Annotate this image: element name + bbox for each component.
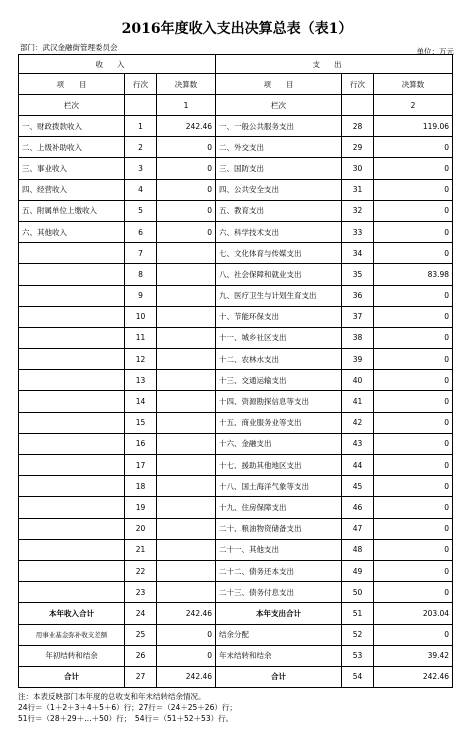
income-amount [157, 497, 216, 518]
income-item [19, 539, 125, 560]
income-line-no: 4 [125, 179, 157, 200]
income-summary-item: 合计 [19, 666, 125, 687]
expense-line-no: 43 [342, 433, 374, 454]
income-summary-item: 用事业基金弥补收支差额 [19, 624, 125, 645]
income-line-no: 27 [125, 666, 157, 687]
footnote-line: 51行＝（28＋29＋…＋50）行； 54行＝（51＋52＋53）行。 [18, 714, 234, 723]
expense-amount: 0 [374, 455, 453, 476]
income-item-header: 项 目 [19, 74, 125, 95]
income-item [19, 582, 125, 603]
expense-amount: 39.42 [374, 645, 453, 666]
table-row [19, 370, 453, 391]
income-amount [157, 370, 216, 391]
income-line-no: 14 [125, 391, 157, 412]
expense-line-no: 42 [342, 412, 374, 433]
income-amount [157, 582, 216, 603]
income-line-no: 2 [125, 137, 157, 158]
income-line-no: 9 [125, 285, 157, 306]
expense-item: 二十一、其他支出 [216, 539, 342, 560]
income-amount: 0 [157, 137, 216, 158]
expense-amount: 0 [374, 497, 453, 518]
expense-line-no: 53 [342, 645, 374, 666]
table-row [19, 264, 453, 285]
expense-line-no: 46 [342, 497, 374, 518]
expense-amount: 119.06 [374, 116, 453, 137]
expense-line-no: 37 [342, 306, 374, 327]
expense-amount: 0 [374, 412, 453, 433]
income-amount [157, 539, 216, 560]
table-row [19, 412, 453, 433]
expense-amount: 0 [374, 582, 453, 603]
expense-amount: 203.04 [374, 603, 453, 624]
income-amount-header: 决算数 [157, 74, 216, 95]
income-line-no: 19 [125, 497, 157, 518]
expense-amount: 0 [374, 285, 453, 306]
expense-line-no: 36 [342, 285, 374, 306]
expense-line-no: 44 [342, 455, 374, 476]
table-row [19, 582, 453, 603]
expense-line-no: 54 [342, 666, 374, 687]
expense-col-number: 2 [374, 95, 453, 116]
expense-item: 十五、商业服务业等支出 [216, 412, 342, 433]
footnote-line: 注：本表反映部门本年度的总收支和年末结转结余情况。 [18, 692, 206, 701]
column-number-row [19, 95, 453, 116]
income-item [19, 518, 125, 539]
income-line-no: 20 [125, 518, 157, 539]
expense-amount: 0 [374, 158, 453, 179]
income-line-no: 3 [125, 158, 157, 179]
income-amount: 0 [157, 624, 216, 645]
expense-item: 十一、城乡社区支出 [216, 327, 342, 348]
expense-line-no: 34 [342, 243, 374, 264]
income-item [19, 560, 125, 581]
income-line-no: 21 [125, 539, 157, 560]
expense-line-no: 49 [342, 560, 374, 581]
income-amount [157, 306, 216, 327]
income-amount: 0 [157, 221, 216, 242]
income-line-no: 8 [125, 264, 157, 285]
income-item [19, 497, 125, 518]
expense-item: 八、社会保障和就业支出 [216, 264, 342, 285]
expense-item: 十三、交通运输支出 [216, 370, 342, 391]
expense-item: 十六、金融支出 [216, 433, 342, 454]
income-amount [157, 412, 216, 433]
expense-line-no: 39 [342, 349, 374, 370]
income-item [19, 412, 125, 433]
expense-summary-item: 本年支出合计 [216, 603, 342, 624]
income-amount [157, 476, 216, 497]
expense-line-no: 28 [342, 116, 374, 137]
income-col-label: 栏次 [19, 95, 125, 116]
income-amount [157, 349, 216, 370]
table-row [19, 179, 453, 200]
income-amount [157, 455, 216, 476]
unit-label: 单位：万元 [416, 47, 454, 56]
summary-row [19, 666, 453, 687]
table-row [19, 497, 453, 518]
income-amount [157, 243, 216, 264]
income-item: 二、上级补助收入 [19, 137, 125, 158]
income-item [19, 285, 125, 306]
expense-item: 七、文化体育与传媒支出 [216, 243, 342, 264]
income-line-no: 24 [125, 603, 157, 624]
expense-item: 二、外交支出 [216, 137, 342, 158]
income-line-no: 5 [125, 200, 157, 221]
expense-line-no: 52 [342, 624, 374, 645]
income-line-no: 1 [125, 116, 157, 137]
income-amount: 0 [157, 645, 216, 666]
income-amount: 0 [157, 179, 216, 200]
income-amount [157, 560, 216, 581]
expense-amount: 0 [374, 200, 453, 221]
income-item: 六、其他收入 [19, 221, 125, 242]
expense-amount: 242.46 [374, 666, 453, 687]
expense-item: 十四、资源勘探信息等支出 [216, 391, 342, 412]
expense-amount: 0 [374, 349, 453, 370]
income-item: 三、事业收入 [19, 158, 125, 179]
income-item: 一、财政拨款收入 [19, 116, 125, 137]
income-summary-item: 年初结转和结余 [19, 645, 125, 666]
income-item [19, 455, 125, 476]
expense-item: 五、教育支出 [216, 200, 342, 221]
expense-line-no: 33 [342, 221, 374, 242]
income-amount: 0 [157, 158, 216, 179]
income-section-header: 收入 [19, 55, 216, 74]
expense-item: 四、公共安全支出 [216, 179, 342, 200]
table-row [19, 433, 453, 454]
income-line-no: 18 [125, 476, 157, 497]
expense-item: 六、科学技术支出 [216, 221, 342, 242]
income-amount: 242.46 [157, 603, 216, 624]
summary-row [19, 603, 453, 624]
income-item [19, 433, 125, 454]
income-item [19, 349, 125, 370]
table-row [19, 306, 453, 327]
column-header-row [19, 74, 453, 95]
income-line-no: 16 [125, 433, 157, 454]
expense-line-no: 41 [342, 391, 374, 412]
expense-item: 十七、援助其他地区支出 [216, 455, 342, 476]
expense-item: 十九、住房保障支出 [216, 497, 342, 518]
table-row [19, 476, 453, 497]
expense-amount: 0 [374, 539, 453, 560]
income-item: 四、经营收入 [19, 179, 125, 200]
table-row [19, 327, 453, 348]
income-summary-item: 本年收入合计 [19, 603, 125, 624]
income-item [19, 370, 125, 391]
expense-amount-header: 决算数 [374, 74, 453, 95]
income-line-no: 17 [125, 455, 157, 476]
table-row [19, 455, 453, 476]
table-row [19, 243, 453, 264]
expense-amount: 0 [374, 137, 453, 158]
income-line-no-header: 行次 [125, 74, 157, 95]
table-row [19, 560, 453, 581]
expense-amount: 0 [374, 624, 453, 645]
expense-amount: 0 [374, 179, 453, 200]
expense-amount: 0 [374, 560, 453, 581]
expense-col-empty [342, 95, 374, 116]
income-item: 五、附属单位上缴收入 [19, 200, 125, 221]
expense-summary-item: 年末结转和结余 [216, 645, 342, 666]
expense-amount: 0 [374, 391, 453, 412]
income-line-no: 6 [125, 221, 157, 242]
expense-amount: 0 [374, 327, 453, 348]
table-row [19, 539, 453, 560]
income-line-no: 26 [125, 645, 157, 666]
income-amount [157, 285, 216, 306]
table-row [19, 391, 453, 412]
income-amount: 242.46 [157, 666, 216, 687]
expense-line-no: 47 [342, 518, 374, 539]
income-line-no: 23 [125, 582, 157, 603]
income-item [19, 306, 125, 327]
expense-item: 十二、农林水支出 [216, 349, 342, 370]
income-item [19, 243, 125, 264]
expense-line-no: 50 [342, 582, 374, 603]
income-item [19, 476, 125, 497]
expense-item: 二十三、债务付息支出 [216, 582, 342, 603]
income-line-no: 10 [125, 306, 157, 327]
income-line-no: 11 [125, 327, 157, 348]
expense-amount: 0 [374, 433, 453, 454]
expense-line-no: 30 [342, 158, 374, 179]
income-line-no: 7 [125, 243, 157, 264]
income-amount [157, 391, 216, 412]
footnote [18, 691, 237, 724]
expense-line-no: 51 [342, 603, 374, 624]
income-item [19, 264, 125, 285]
expense-item: 十八、国土海洋气象等支出 [216, 476, 342, 497]
table-row [19, 285, 453, 306]
table-row [19, 349, 453, 370]
expense-line-no: 45 [342, 476, 374, 497]
income-amount [157, 327, 216, 348]
report-title: 2016年度收入支出决算总表（表1） [121, 21, 353, 37]
table-row [19, 158, 453, 179]
expense-section-header: 支出 [216, 55, 453, 74]
expense-item: 二十二、债务还本支出 [216, 560, 342, 581]
expense-line-no: 29 [342, 137, 374, 158]
income-amount [157, 433, 216, 454]
expense-item-header: 项 目 [216, 74, 342, 95]
expense-amount: 83.98 [374, 264, 453, 285]
expense-summary-item: 合计 [216, 666, 342, 687]
income-amount: 0 [157, 200, 216, 221]
budget-summary-table [18, 54, 453, 688]
income-line-no: 13 [125, 370, 157, 391]
income-amount [157, 518, 216, 539]
expense-item: 二十、粮油物资储备支出 [216, 518, 342, 539]
table-row [19, 518, 453, 539]
footnote-line: 24行＝（1＋2＋3＋4＋5＋6）行；27行＝（24＋25＋26）行； [18, 703, 237, 712]
table-row [19, 221, 453, 242]
expense-amount: 0 [374, 476, 453, 497]
expense-line-no: 35 [342, 264, 374, 285]
income-amount: 242.46 [157, 116, 216, 137]
expense-amount: 0 [374, 243, 453, 264]
expense-line-no: 38 [342, 327, 374, 348]
expense-line-no: 32 [342, 200, 374, 221]
income-item [19, 327, 125, 348]
income-item [19, 391, 125, 412]
expense-amount: 0 [374, 518, 453, 539]
table-row [19, 116, 453, 137]
expense-summary-item: 结余分配 [216, 624, 342, 645]
expense-line-no: 48 [342, 539, 374, 560]
income-line-no: 12 [125, 349, 157, 370]
income-col-empty [125, 95, 157, 116]
expense-item: 十、节能环保支出 [216, 306, 342, 327]
expense-line-no: 31 [342, 179, 374, 200]
expense-amount: 0 [374, 306, 453, 327]
income-line-no: 15 [125, 412, 157, 433]
expense-col-label: 栏次 [216, 95, 342, 116]
section-header-row [19, 55, 453, 74]
expense-amount: 0 [374, 221, 453, 242]
department-label: 部门：武汉金融街管理委员会 [20, 43, 118, 52]
income-line-no: 22 [125, 560, 157, 581]
expense-line-no-header: 行次 [342, 74, 374, 95]
table-row [19, 200, 453, 221]
expense-item: 三、国防支出 [216, 158, 342, 179]
expense-amount: 0 [374, 370, 453, 391]
table-row [19, 137, 453, 158]
income-col-number: 1 [157, 95, 216, 116]
expense-item: 九、医疗卫生与计划生育支出 [216, 285, 342, 306]
summary-row [19, 645, 453, 666]
income-amount [157, 264, 216, 285]
expense-line-no: 40 [342, 370, 374, 391]
summary-row [19, 624, 453, 645]
income-line-no: 25 [125, 624, 157, 645]
expense-item: 一、一般公共服务支出 [216, 116, 342, 137]
